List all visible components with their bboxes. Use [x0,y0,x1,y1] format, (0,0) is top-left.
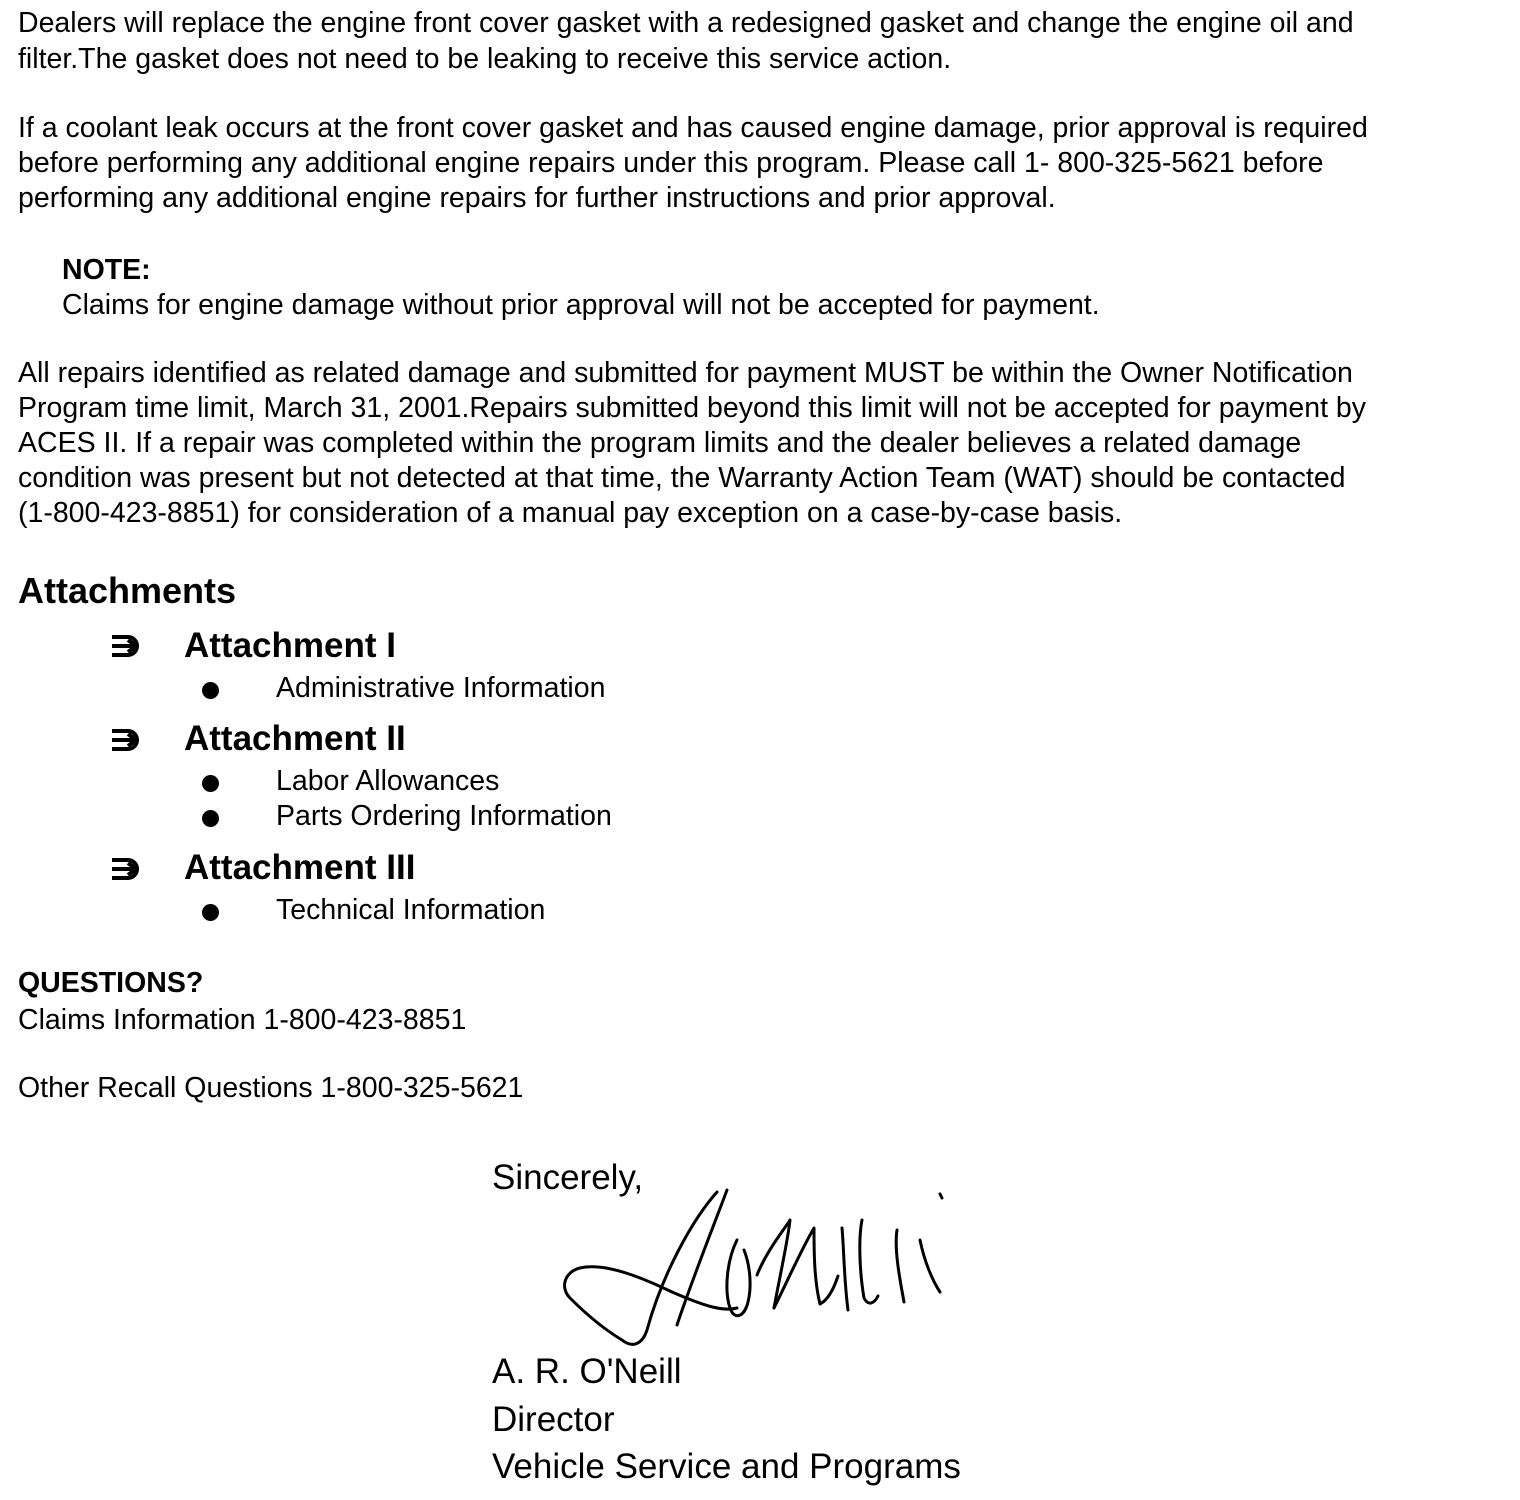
note-label: NOTE: [62,254,151,286]
paragraph-1-line-1: Dealers will replace the engine front cover gasket with a redesigned gasket and change the engine oil and [18,7,1354,39]
closing: Sincerely, [492,1158,644,1197]
questions-heading: QUESTIONS? [18,967,204,999]
paragraph-3-line-1: All repairs identified as related damage and submitted for payment MUST be within the Owner Notification [18,357,1353,389]
paragraph-3-line-5: (1-800-423-8851) for consideration of a manual pay exception on a case-by-case basis. [18,497,1123,529]
attachment-1-title: Attachment I [184,626,396,665]
attachment-3-bullet-1: Technical Information [276,894,546,926]
claims-information: Claims Information 1-800-423-8851 [18,1004,467,1036]
attachments-heading: Attachments [18,570,237,611]
bullet-icon [202,810,219,827]
signer-name: A. R. O'Neill [492,1352,682,1391]
paragraph-2-line-3: performing any additional engine repairs for further instructions and prior approval. [18,182,1056,214]
signer-department: Vehicle Service and Programs [492,1447,961,1486]
attachment-2-title: Attachment II [184,719,406,758]
attachment-3-title: Attachment III [184,848,416,887]
bullet-icon [202,682,219,699]
paragraph-3-line-4: condition was present but not detected at that time, the Warranty Action Team (WAT) should be contacted [18,462,1346,494]
arrow-right-icon [108,633,140,659]
signature-image [552,1180,962,1350]
note-text: Claims for engine damage without prior approval will not be accepted for payment. [62,289,1100,321]
attachment-2-bullet-2: Parts Ordering Information [276,800,612,832]
arrow-right-icon [108,727,140,753]
attachment-2-bullet-1: Labor Allowances [276,765,500,797]
paragraph-1-line-2: filter.The gasket does not need to be leaking to receive this service action. [18,43,952,75]
arrow-right-icon [108,856,140,882]
paragraph-2-line-2: before performing any additional engine repairs under this program. Please call 1- 800-325-5621 before [18,147,1324,179]
attachment-1-bullet-1: Administrative Information [276,672,606,704]
other-recall-questions: Other Recall Questions 1-800-325-5621 [18,1072,524,1104]
bullet-icon [202,775,219,792]
signer-title: Director [492,1400,615,1439]
paragraph-3-line-3: ACES II. If a repair was completed within the program limits and the dealer believes a related damage [18,427,1302,459]
bullet-icon [202,904,219,921]
paragraph-3-line-2: Program time limit, March 31, 2001.Repairs submitted beyond this limit will not be accepted for payment by [18,392,1367,424]
paragraph-2-line-1: If a coolant leak occurs at the front cover gasket and has caused engine damage, prior approval is required [18,112,1368,144]
